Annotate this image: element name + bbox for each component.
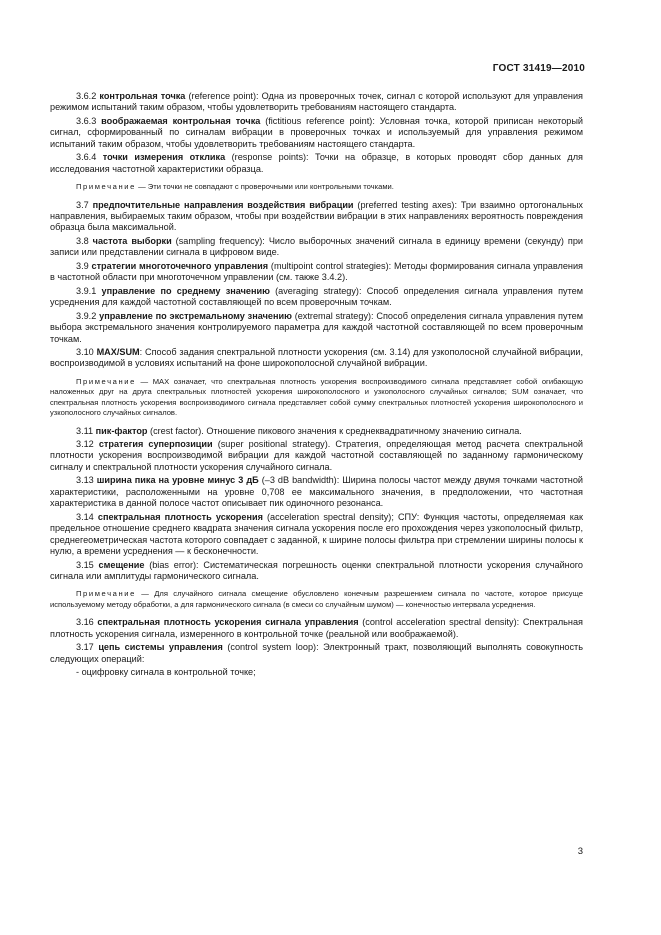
term-paragraph: 3.9.1 управление по среднему значению (averaging strategy): Способ определения сигнала управления путем усреднения для каждой частотной составляющей по всем проверочным точкам. <box>50 285 583 308</box>
document-standard-code: ГОСТ 31419—2010 <box>492 63 585 74</box>
term-paragraph: 3.12 стратегия суперпозиции (super positional strategy). Стратегия, определяющая метод расчета спектральной плотности ускорения воспроизводимой вибрации для каждой частотной составляющей по заданному гармоническому сигналу и спектральной плотности ускорения случайного сигнала. <box>50 439 583 472</box>
term-paragraph: 3.8 частота выборки (sampling frequency): Число выборочных значений сигнала в единицу времени (секунду) при записи или представлении сигнала в цифровом виде. <box>50 235 584 258</box>
term-paragraph: 3.14 спектральная плотность ускорения (acceleration spectral density); СПУ: Функция частоты, определяемая как предельное отношение среднего квадрата значения сигнала ускорения после его прохождения через узкополосный фильтр, среднегеометрическая частота которого совпадает с заданной, к ширине полосы фильтра при стремлении ширины полосы к нулю, а времени усреднения — к бесконечности. <box>50 511 583 557</box>
page-number: 3 <box>577 846 583 857</box>
term-paragraph: 3.6.2 контрольная точка (reference point): Одна из проверочных точек, сигнал с которой используют для управления режимом испытаний таким образом, чтобы удовлетворить требованиям настоящего стандарта. <box>50 91 583 113</box>
term-paragraph: 3.6.4 точки измерения отклика (response points): Точки на образце, в которых проводят сбор данных для исследования частотной характеристики образца. <box>50 152 584 174</box>
term-paragraph: 3.9 стратегии многоточечного управления (multipoint control strategies): Методы формирования сигнала управления в частотной области при многоточечном управлении (см. также 3.4.2). <box>50 260 583 283</box>
note-paragraph: Примечание — Для случайного сигнала смещение обусловлено конечным разрешением сигнала по частоте, которое присуще используемому методу обработки, а для гармонического сигнала (в смеси со случайным шумом) — конечностью интервала усреднения. <box>50 589 583 609</box>
term-paragraph: 3.10 MAX/SUM: Способ задания спектральной плотности ускорения (см. 3.14) для узкополосной случайной вибрации, воспроизводимой в условиях испытаний на фоне широкополосной случайной вибрации. <box>50 347 583 369</box>
term-paragraph: 3.16 спектральная плотность ускорения сигнала управления (control acceleration spectral density): Спектральная плотность ускорения сигнала, измеренного в контрольной точке (реальной или воображаемой). <box>50 617 583 639</box>
term-paragraph: 3.7 предпочтительные направления воздействия вибрации (preferred testing axes): Три взаимно ортогональных направления, выбираемых таким образом, чтобы при воздействии вибрации в этих направлениях вероятность повреждения образца была максимальной. <box>50 199 583 233</box>
term-paragraph: 3.11 пик-фактор (crest factor). Отношение пикового значения к среднеквадратичному значению сигнала. <box>76 425 522 436</box>
document-body <box>50 91 583 681</box>
list-item: - оцифровку сигнала в контрольной точке; <box>76 667 256 678</box>
term-paragraph: 3.6.3 воображаемая контрольная точка (fictitious reference point): Условная точка, которой приписан некоторый сигнал, сформированный по сигналам вибрации в проверочных точках и используемый для управления режимом испытаний таким образом, чтобы удовлетворить требованиям настоящего стандарта. <box>50 115 583 149</box>
term-paragraph: 3.17 цепь системы управления (control system loop): Электронный тракт, позволяющий выполнять совокупность следующих операций: <box>50 642 583 664</box>
note-paragraph: Примечание — MAX означает, что спектральная плотность ускорения воспроизводимого сигнала представляет собой огибающую наложенных друг на друга спектральных плотностей ускорения широкополосного и узкополосного случайных сигналов; SUM означает, что спектральная плотность ускорения воспроизводимого сигнала представляет собой сумму спектральных плотностей ускорения широкополосного и узкополосного случайных сигналов. <box>50 376 583 418</box>
term-paragraph: 3.9.2 управление по экстремальному значению (extremal strategy): Способ определения сигнала управления путем выбора экстремального значения контролируемого параметра для каждой частотной составляющей по всем проверочным точкам. <box>50 310 583 344</box>
note-paragraph: Примечание — Эти точки не совпадают с проверочными или контрольными точками. <box>76 182 394 192</box>
term-paragraph: 3.15 смещение (bias error): Систематическая погрешность оценки спектральной плотности ускорения случайного сигнала или амплитуды гармонического сигнала. <box>50 559 583 581</box>
term-paragraph: 3.13 ширина пика на уровне минус 3 дБ (–3 dB bandwidth): Ширина полосы частот между двумя точками частотной характеристики, расположенными на уровне 0,708 ее максимального значения, в предположении, что частотная характеристика в данной полосе частот описывает пик одиночного резонанса. <box>50 475 583 509</box>
